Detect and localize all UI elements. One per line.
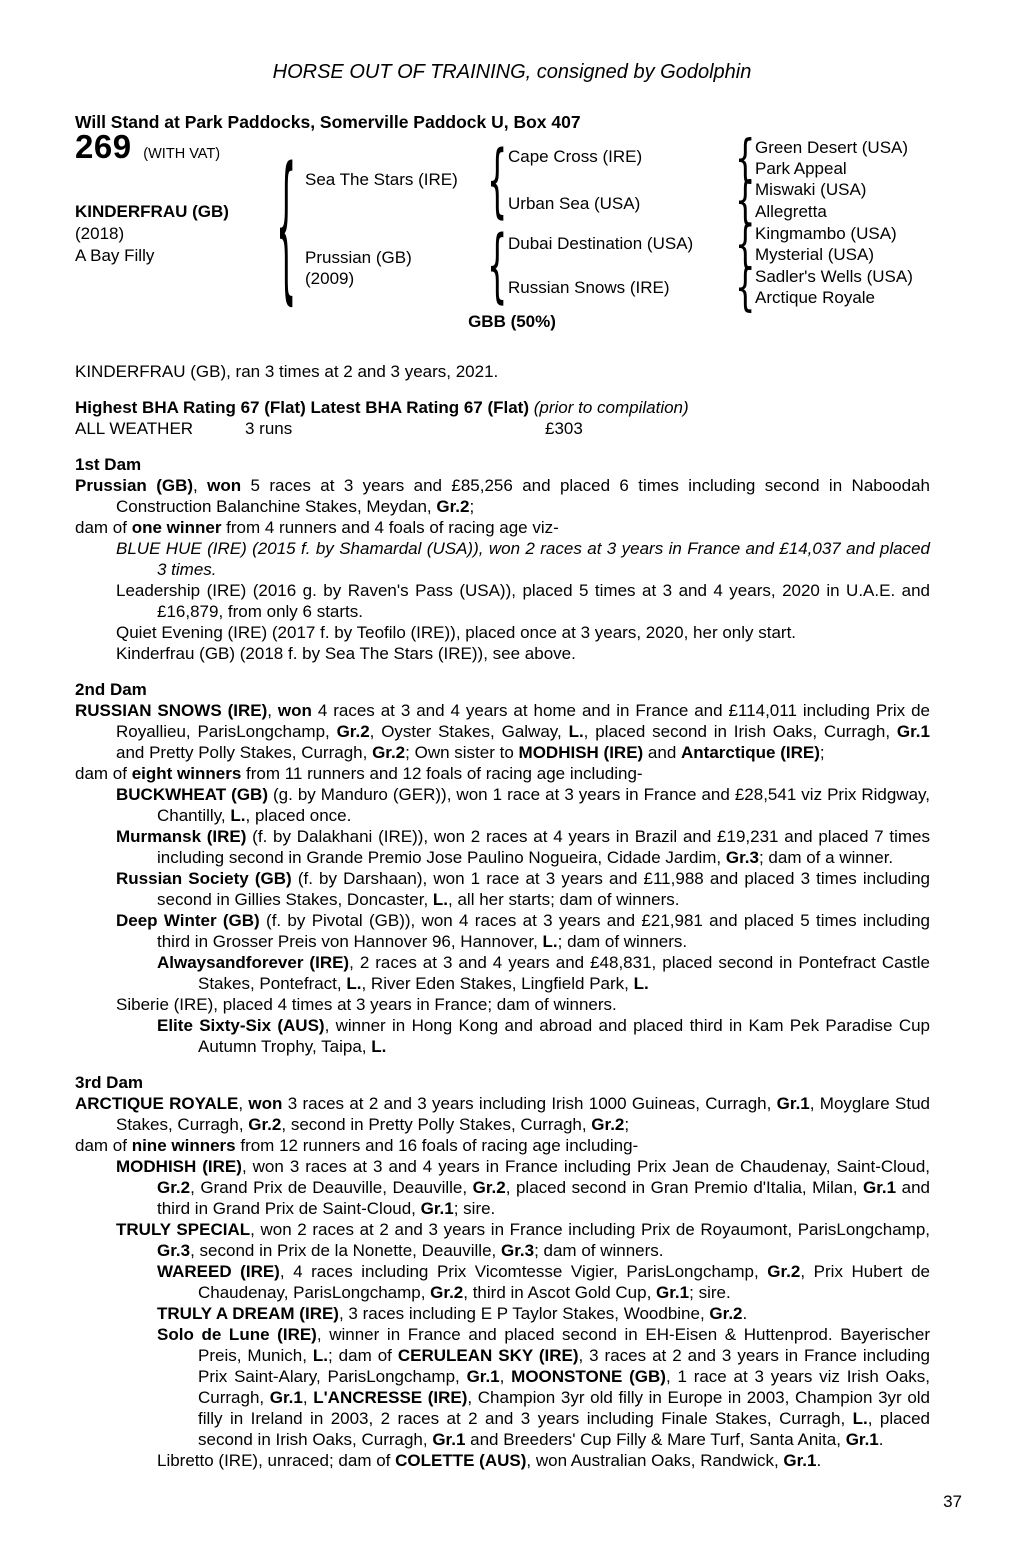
rich-text-segment: Gr.1 [783,1451,817,1470]
pedigree-paragraph: Quiet Evening (IRE) (2017 f. by Teofilo (IRE)), placed once at 3 years, 2020, her only start. [116,623,797,642]
pedigree-paragraph: RUSSIAN SNOWS (IRE), won 4 races at 3 and 4 years at home and in France and £114,011 including Prix de Royallieu, ParisLongchamp, Gr.2, Oyster Stakes, Galway, L., placed second in Irish Oaks, Curragh, Gr.1 and Pretty Polly Stakes, Curragh, Gr.2; Own sister to MODHISH (IRE) and Antarctique (IRE); [75,701,930,762]
subject-name: KINDERFRAU (GB) [75,202,229,221]
rating-surface: ALL WEATHER [75,419,194,438]
rich-text-segment: Gr.3 [725,848,759,867]
rich-text-segment: Gr.1 [432,1430,466,1449]
rich-text-segment: RUSSIAN SNOWS (IRE) [75,701,268,720]
section-paragraphs [75,475,930,664]
rich-text-segment: Elite Sixty-Six (AUS) [157,1016,325,1035]
pedigree-paragraph: WAREED (IRE), 4 races including Prix Vicomtesse Vigier, ParisLongchamp, Gr.2, Prix Hubert de Chaudenay, ParisLongchamp, Gr.2, third in Ascot Gold Cup, Gr.1; sire. [157,1262,930,1302]
page-title: HORSE OUT OF TRAINING, consigned by Godolphin [272,61,752,83]
pedigree-paragraph: Kinderfrau (GB) (2018 f. by Sea The Stars (IRE)), see above. [116,644,576,663]
sire-name: Sea The Stars (IRE) [305,170,458,189]
rich-text-segment: Gr.2 [372,743,406,762]
rich-text-segment: L. [230,806,246,825]
pedigree-paragraph: Murmansk (IRE) (f. by Dalakhani (IRE)), won 2 races at 4 years in Brazil and £19,231 and placed 7 times including second in Grande Premio Jose Paulino Nogueira, Cidade Jardim, Gr.3; dam of a winner. [116,827,930,867]
rich-text-segment: Antarctique (IRE) [681,743,820,762]
section-heading: 3rd Dam [75,1073,144,1092]
rich-text-segment: Gr.1 [896,722,930,741]
rich-text-segment: L. [312,1346,328,1365]
pedigree-paragraph: TRULY SPECIAL, won 2 races at 2 and 3 years in France including Prix de Royaumont, ParisLongchamp, Gr.3, second in Prix de la Nonette, Deauville, Gr.3; dam of winners. [116,1220,930,1260]
pedigree-paragraph: Libretto (IRE), unraced; dam of COLETTE (AUS), won Australian Oaks, Randwick, Gr.1. [157,1451,822,1470]
pedigree-paragraph: BUCKWHEAT (GB) (g. by Manduro (GER)), won 1 race at 3 years in France and £28,541 viz Prix Ridgway, Chantilly, L., placed once. [116,785,930,825]
pedigree-paragraph: Leadership (IRE) (2016 g. by Raven's Pass (USA)), placed 5 times at 3 and 4 years, 2020 in U.A.E. and £16,879, from only 6 starts. [116,581,930,621]
rich-text-segment: won [277,701,312,720]
rating-block [75,397,930,439]
pedigree-paragraph: Solo de Lune (IRE), winner in France and placed second in EH-Eisen & Huttenprod. Bayerischer Preis, Munich, L.; dam of CERULEAN SKY (IRE), 3 races at 2 and 3 years in France including Prix Saint-Alary, ParisLongchamp, Gr.1, MOONSTONE (GB), 1 race at 3 years viz Irish Oaks, Curragh, Gr.1, L'ANCRESSE (IRE), Champion 3yr old filly in Europe in 2003, Champion 3yr old filly in Ireland in 2003, 2 races at 2 and 3 years including Finale Stakes, Curragh, L., placed second in Irish Oaks, Curragh, Gr.1 and Breeders' Cup Filly & Mare Turf, Santa Anita, Gr.1. [157,1325,931,1449]
dam-parents-brace [487,225,499,305]
great-grandparent-name: Park Appeal [755,159,847,178]
rich-text-segment: Murmansk (IRE) [116,827,247,846]
rich-text-segment: Gr.2 [248,1115,282,1134]
subject-description: A Bay Filly [75,246,155,265]
grandparent-name: Urban Sea (USA) [508,194,641,213]
great-grandparent-name: Kingmambo (USA) [755,224,897,243]
rich-text-segment: WAREED (IRE) [157,1262,280,1281]
grandparent-name: Russian Snows (IRE) [508,278,670,297]
lot-number-row [75,128,221,165]
rich-text-segment: BUCKWHEAT (GB) [116,785,268,804]
rich-text-segment: eight winners [131,764,242,783]
section-3rd-dam [75,1072,930,1471]
rich-text-segment: Gr.1 [466,1367,500,1386]
great-grandparent-name: Green Desert (USA) [755,138,909,157]
rich-text-segment: (prior to compilation) [533,398,689,417]
rich-text-segment: Gr.2 [430,1283,464,1302]
dam-name: Prussian (GB) [305,248,412,267]
rich-text-segment: L. [852,1409,868,1428]
rich-text-segment: Solo de Lune (IRE) [157,1325,317,1344]
rating-row [75,418,930,439]
rich-text-segment: Alwaysandforever (IRE) [157,953,350,972]
sire-parents-brace [487,140,499,220]
rich-text-segment: L. [633,974,649,993]
rich-text-segment: L. [568,722,584,741]
rich-text-segment: Highest BHA Rating 67 (Flat) Latest BHA Rating 67 (Flat) [75,398,534,417]
rich-text-segment: TRULY A DREAM (IRE) [157,1304,339,1323]
great-grandparent-name: Miswaki (USA) [755,180,867,199]
grandparent-name: Dubai Destination (USA) [508,234,694,253]
pedigree-paragraph: Elite Sixty-Six (AUS), winner in Hong Kong and abroad and placed third in Kam Pek Paradise Cup Autumn Trophy, Taipa, L. [157,1016,931,1056]
great-grandparent-name: Arctique Royale [755,288,876,307]
rich-text-segment: Gr.1 [845,1430,879,1449]
great-grandparent-name: Mysterial (USA) [755,245,875,264]
rich-text-segment: MODHISH (IRE) [518,743,644,762]
pedigree-paragraph [75,538,930,580]
rich-text-segment: MOONSTONE (GB) [511,1367,666,1386]
rich-text-segment: Gr.3 [157,1241,191,1260]
subject-year: (2018) [75,224,125,243]
rich-text-segment: Prussian (GB) [75,476,194,495]
page-number: 37 [943,1492,962,1511]
rich-text-segment: BLUE HUE (IRE) (2015 f. by Shamardal (USA)), won 2 races at 3 years in France and £14,037 and placed 3 times. [116,539,930,579]
pedigree-paragraph: Prussian (GB), won 5 races at 3 years and £85,256 and placed 6 times including second in Naboodah Construction Balanchine Stakes, Meydan, Gr.2; [75,476,930,516]
section-1st-dam [75,454,930,664]
rich-text-segment: COLETTE (AUS) [395,1451,527,1470]
rich-text-segment: Gr.2 [336,722,370,741]
pedigree-paragraph: Russian Society (GB) (f. by Darshaan), won 1 race at 3 years and £11,988 and placed 3 times including second in Gillies Stakes, Doncaster, L., all her starts; dam of winners. [116,869,931,909]
rich-text-segment: Gr.2 [767,1262,801,1281]
rich-text-segment: Deep Winter (GB) [116,911,260,930]
lot-number: 269 [75,128,132,165]
rich-text-segment: Gr.1 [863,1178,897,1197]
rich-text-segment: L. [346,974,362,993]
bha-rating-line [75,397,930,418]
pedigree-paragraph: Alwaysandforever (IRE), 2 races at 3 and 4 years and £48,831, placed second in Pontefract Castle Stakes, Pontefract, L., River Eden Stakes, Lingfield Park, L. [157,953,931,993]
vat-note: (WITH VAT) [143,146,221,162]
rich-text-segment: Gr.2 [436,497,470,516]
dam-year: (2009) [305,269,355,288]
rich-text-segment: Gr.1 [656,1283,690,1302]
rich-text-segment: Gr.1 [269,1388,303,1407]
rich-text-segment: CERULEAN SKY (IRE) [397,1346,579,1365]
rich-text-segment: Gr.2 [472,1178,506,1197]
rating-earnings: £303 [545,419,583,438]
rich-text-segment: TRULY SPECIAL [116,1220,251,1239]
rich-text-segment: ARCTIQUE ROYALE [75,1094,239,1113]
gbb-eligibility: GBB (50%) [468,312,556,331]
rich-text-segment: Gr.2 [591,1115,625,1134]
pedigree-paragraph: TRULY A DREAM (IRE), 3 races including E P Taylor Stakes, Woodbine, Gr.2. [157,1304,748,1323]
great-grandparent-name: Sadler's Wells (USA) [755,267,913,286]
great-grandparent-name: Allegretta [755,202,827,221]
rich-text-segment: L. [371,1037,387,1056]
rich-text-segment: MODHISH (IRE) [116,1157,242,1176]
rich-text-segment: L. [542,932,558,951]
stand-location: Will Stand at Park Paddocks, Somerville Paddock U, Box 407 [75,112,581,132]
pedigree-main-brace [276,146,288,306]
rich-text-segment: Gr.1 [420,1199,454,1218]
pedigree-paragraph: dam of eight winners from 11 runners and 12 foals of racing age including- [75,764,643,783]
rich-text-segment: nine winners [131,1136,236,1155]
pedigree-paragraph: Deep Winter (GB) (f. by Pivotal (GB)), won 4 races at 3 years and £21,981 and placed 5 times including third in Grosser Preis von Hannover 96, Hannover, L.; dam of winners. [116,911,931,951]
pedigree-paragraph: dam of nine winners from 12 runners and 16 foals of racing age including- [75,1136,639,1155]
pedigree-paragraph: Siberie (IRE), placed 4 times at 3 years in France; dam of winners. [116,995,617,1014]
lot-header [0,0,1024,345]
section-heading: 2nd Dam [75,680,147,699]
section-heading: 1st Dam [75,455,142,474]
rich-text-segment: Gr.2 [157,1178,191,1197]
rating-runs: 3 runs [245,419,293,438]
gg-pair-brace [735,261,747,312]
rich-text-segment: won [207,476,242,495]
rich-text-segment: Gr.3 [500,1241,535,1260]
section-2nd-dam [75,679,930,1057]
rich-text-segment: won [248,1094,283,1113]
catalogue-body [0,361,1024,1471]
rich-text-segment: L. [432,890,449,909]
section-paragraphs [75,700,930,1057]
rich-text-segment: Gr.2 [709,1304,743,1323]
pedigree-paragraph: MODHISH (IRE), won 3 races at 3 and 4 years in France including Prix Jean de Chaudenay, Saint-Cloud, Gr.2, Grand Prix de Deauville, Deauville, Gr.2, placed second in Gran Premio d'Italia, Milan, Gr.1 and third in Grand Prix de Saint-Cloud, Gr.1; sire. [116,1157,931,1218]
rich-text-segment: one winner [131,518,222,537]
pedigree-paragraph: dam of one winner from 4 runners and 4 foals of racing age viz- [75,518,559,537]
race-record: KINDERFRAU (GB), ran 3 times at 2 and 3 years, 2021. [75,362,499,381]
rich-text-segment: L'ANCRESSE (IRE) [313,1388,468,1407]
rich-text-segment: Russian Society (GB) [116,869,292,888]
rich-text-segment: Gr.1 [776,1094,810,1113]
subject-block [75,201,229,267]
section-paragraphs [75,1093,930,1471]
pedigree-paragraph: ARCTIQUE ROYALE, won 3 races at 2 and 3 years including Irish 1000 Guineas, Curragh, Gr.1, Moyglare Stud Stakes, Curragh, Gr.2, second in Pretty Polly Stakes, Curragh, Gr.2; [75,1094,930,1134]
grandparent-name: Cape Cross (IRE) [508,147,643,166]
